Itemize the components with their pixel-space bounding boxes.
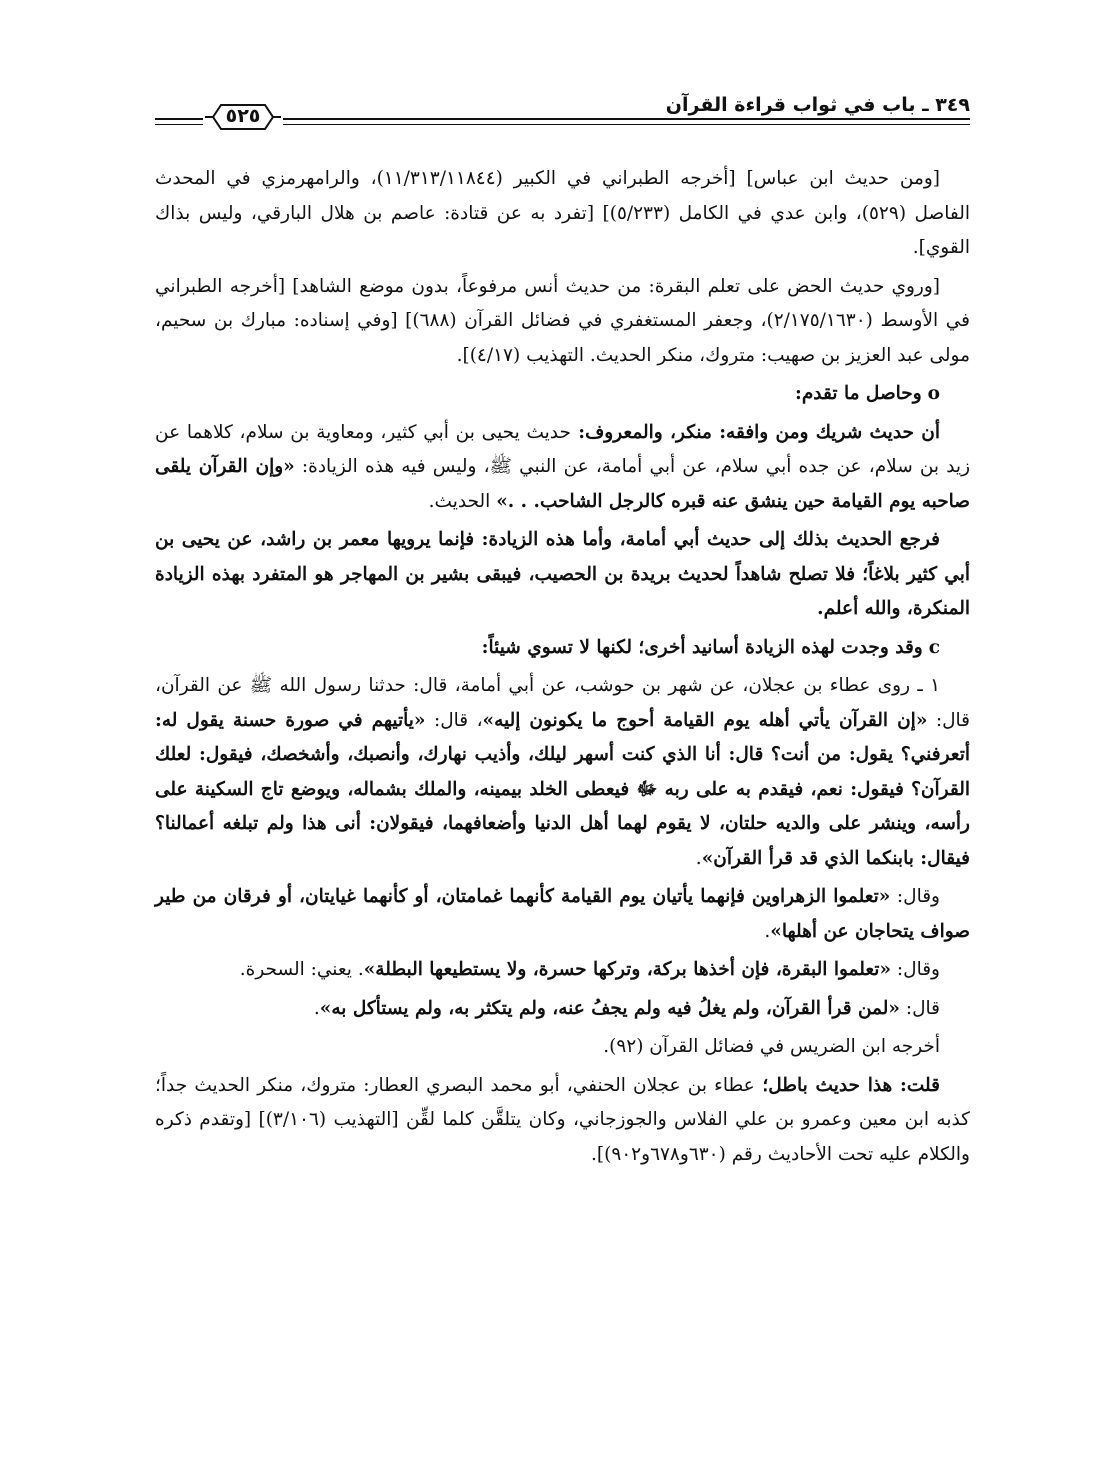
text-run: . xyxy=(313,997,320,1019)
paragraph xyxy=(155,1030,970,1065)
bold-text: «لمن قرأ القرآن، ولم يغلُ فيه ولم يجفُ عنه، ولم يتكثر به، ولم يستأكل به» xyxy=(319,997,900,1019)
paragraph-text: [وروي حديث الحض على تعلم البقرة: من حديث أنس مرفوعاً، بدون موضع الشاهد] [أخرجه الطبراني في الأوسط (٢/١٧٥/١٦٣٠)، وجعفر المستغفري في فضائل القرآن (٦٨٨)] [وفي إسناده: مبارك بن سحيم، مولى عبد العزيز بن صهيب: متروك، منكر الحديث. التهذيب (٤/١٧)]. xyxy=(155,275,970,366)
paragraph xyxy=(155,669,970,876)
text-run: ، قال: xyxy=(425,709,483,731)
paragraph-text: وقد وجدت لهذه الزيادة أسانيد أخرى؛ لكنها لا تسوي شيئاً: xyxy=(481,636,923,658)
paragraph-text: [ومن حديث ابن عباس] [أخرجه الطبراني في الكبير (١١/٣١٣/١١٨٤٤)، والرامهرمزي في المحدث الفاصل (٥٢٩)، وابن عدي في الكامل (٥/٢٣٣)] [تفرد به عن قتادة: عاصم بن هلال البارقي، وليس بذاك القوي]. xyxy=(155,168,970,258)
page-number: ٥٢٥ xyxy=(225,105,261,127)
bold-text: «تعلموا الزهراوين فإنهما يأتيان يوم القيامة كأنهما غمامتان، أو كأنهما غيايتان، أو فرقان من طير صواف يتحاجان عن أهلها» xyxy=(155,886,970,942)
text-run: وقال: xyxy=(890,886,940,907)
header-rule-right-thin xyxy=(283,124,970,125)
bullet-icon: c xyxy=(928,636,940,658)
bullet-icon: o xyxy=(927,383,940,404)
bold-text: «يأتيهم في صورة حسنة يقول له: أتعرفني؟ يقول: من أنت؟ قال: أنا الذي كنت أسهر ليلك، وأذيب نهارك، وأنصبك، وأشخصك، فيقول: لعلك القرآن؟ فيقول: نعم، فيقدم به على ربه ﷻ فيعطى الخلد بيمينه، والملك بشماله، ويوضع تاج السكينة على رأسه، وينشر على والديه حلتان، لا يقوم لهما أهل الدنيا وأضعافهما، فيقولان: أنى هذا ولم تبلغه أعمالنا؟ فيقال: بابنكما الذي قد قرأ القرآن» xyxy=(155,709,970,869)
page-header xyxy=(155,92,970,142)
header-rule-right xyxy=(283,118,970,120)
paragraph xyxy=(155,953,970,988)
book-page xyxy=(155,92,970,1382)
paragraph xyxy=(155,162,970,266)
paragraph xyxy=(155,270,970,374)
paragraph-text: فرجع الحديث بذلك إلى حديث أبي أمامة، وأما هذه الزيادة: فإنما يرويها معمر بن راشد، عن يحيى بن أبي كثير بلاغاً؛ فلا تصلح شاهداً لحديث بريدة بن الحصيب، فيبقى بشير بن المهاجر هو المتفرد بهذه الزيادة المنكرة، والله أعلم. xyxy=(155,529,970,619)
paragraph xyxy=(155,992,970,1027)
chapter-title: ٣٤٩ ـ باب في ثواب قراءة القرآن xyxy=(665,94,970,116)
page-number-badge xyxy=(203,100,283,134)
bold-text: «إن القرآن يأتي أهله يوم القيامة أحوج ما يكونون إليه» xyxy=(482,709,928,731)
bold-text: «وإن القرآن يلقى صاحبه يوم القيامة حين ينشق عنه قبره كالرجل الشاحب. . .» xyxy=(155,456,970,512)
page-body xyxy=(155,162,970,1176)
text-run: . يعني: السحرة. xyxy=(239,959,364,980)
paragraph xyxy=(155,631,970,666)
paragraph xyxy=(155,1069,970,1173)
text-run: . xyxy=(695,847,702,869)
text-run: حديث يحيى بن أبي كثير، ومعاوية بن سلام، كلاهما عن زيد بن سلام، عن جده أبي سلام، عن أبي أمامة، عن النبي ﷺ، وليس فيه هذه الزيادة: xyxy=(155,421,970,477)
paragraph-text: وحاصل ما تقدم: xyxy=(795,383,922,404)
bold-text: «تعلموا البقرة، فإن أخذها بركة، وتركها حسرة، ولا يستطيعها البطلة» xyxy=(363,959,892,980)
text-run: عطاء بن عجلان الحنفي، أبو محمد البصري العطار: متروك، منكر الحديث جداً؛ كذبه ابن معين وعمرو بن علي الفلاس والجوزجاني، وكان يتلقَّن كلما لقِّن [التهذيب (٣/١٠٦)] [وتقدم ذكره والكلام عليه تحت الأحاديث رقم (٦٣٠و٦٧٨و٩٠٢)]. xyxy=(155,1074,970,1165)
paragraph xyxy=(155,416,970,520)
paragraph-text: أخرجه ابن الضريس في فضائل القرآن (٩٢). xyxy=(603,1036,940,1057)
bold-text: قلت: هذا حديث باطل؛ xyxy=(754,1074,940,1096)
paragraph xyxy=(155,377,970,412)
header-rule-left-thin xyxy=(155,124,203,125)
bold-text: أن حديث شريك ومن وافقه: منكر، والمعروف: xyxy=(570,421,940,443)
header-rule-left xyxy=(155,118,203,120)
text-run: وقال: xyxy=(891,959,940,980)
text-run: . xyxy=(764,920,771,942)
text-run: قال: xyxy=(899,997,940,1019)
text-run: ١ ـ روى عطاء بن عجلان، عن شهر بن حوشب، عن أبي أمامة، قال: حدثنا رسول الله ﷺ عن القرآن، قال: xyxy=(155,675,971,731)
paragraph xyxy=(155,880,970,949)
text-run: الحديث. xyxy=(428,490,497,512)
paragraph xyxy=(155,523,970,627)
